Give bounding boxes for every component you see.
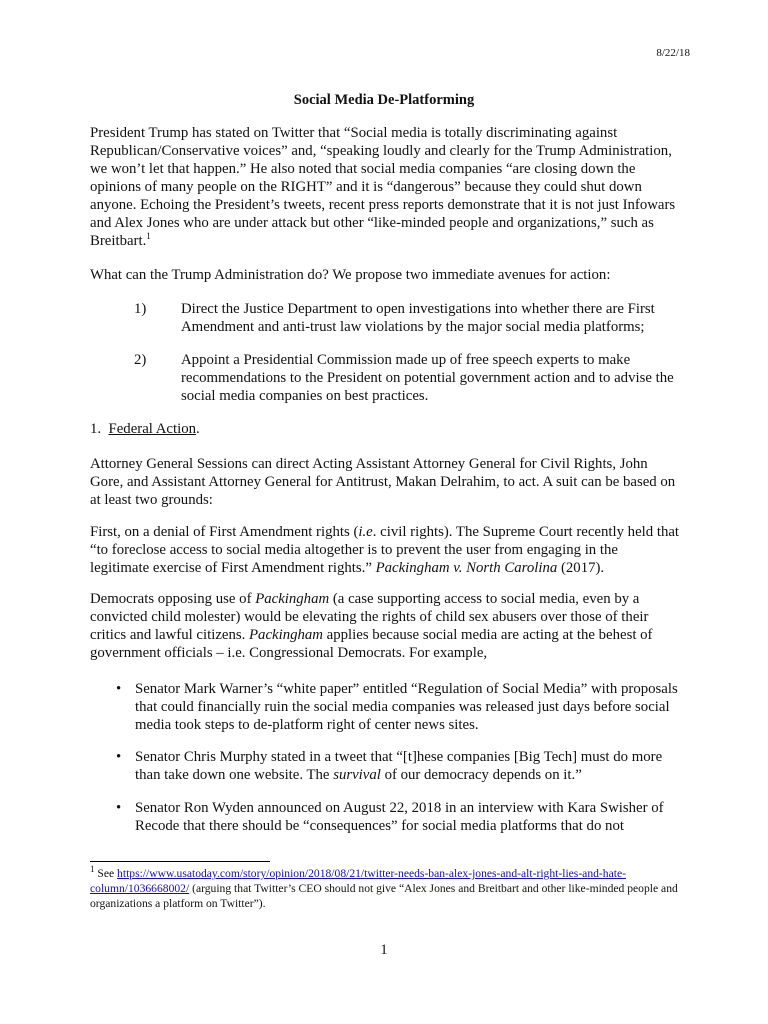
section-title: Federal Action xyxy=(108,421,197,437)
text-span: Democrats opposing use of xyxy=(90,591,256,607)
section-number: 1. xyxy=(90,421,109,437)
text-span: Senator Chris Murphy stated in a tweet that “[t]hese companies [Big Tech] must do more than take down one website. The xyxy=(135,749,663,783)
text-span: See xyxy=(94,867,118,880)
proposal-number: 2) xyxy=(134,352,147,368)
democrats-paragraph xyxy=(90,590,680,662)
document-title: Social Media De-Platforming xyxy=(293,92,475,108)
question-paragraph: What can the Trump Administration do? We propose two immediate avenues for action: xyxy=(90,267,611,283)
footnote-number: 1 xyxy=(90,864,95,875)
document-date: 8/22/18 xyxy=(656,47,690,59)
italic-survival: survival xyxy=(333,767,381,783)
bullet-warner: Senator Mark Warner’s “white paper” entitled “Regulation of Social Media” with proposals that could financially ruin the social media companies was released just days before social media took steps to de-platform right of center news sites. xyxy=(135,681,678,733)
intro-paragraph xyxy=(90,124,680,250)
proposal-text: Direct the Justice Department to open investigations into whether there are First Amendment and anti-trust law violations by the major social media platforms; xyxy=(181,301,655,335)
text-span: of our democracy depends on it.” xyxy=(380,767,582,783)
text-span: (2017). xyxy=(557,560,605,576)
section-title-end: . xyxy=(196,421,200,437)
text-span: . civil rights). The Supreme Court recently held that “to foreclose access to social media altogether is to prevent the user from engaging in the legitimate exercise of First Amendment rights.” xyxy=(90,524,680,576)
ie-italic: i.e xyxy=(358,524,373,540)
bullet-icon: • xyxy=(116,800,122,816)
footnote xyxy=(90,866,680,911)
footnote-divider xyxy=(90,861,270,862)
bullet-icon: • xyxy=(116,749,122,765)
footnote-link[interactable]: https://www.usatoday.com/story/opinion/2018/08/21/twitter-needs-ban-alex-jones-and-alt-right-lies-and-hate-column/1036668002/ xyxy=(90,867,626,895)
bullet-icon: • xyxy=(116,681,122,697)
case-citation: Packingham v. North Carolina xyxy=(375,560,558,576)
case-name: Packingham xyxy=(255,591,330,607)
first-amendment-paragraph xyxy=(90,523,680,577)
proposal-number: 1) xyxy=(134,301,147,317)
text-span: First, on a denial of First Amendment rights ( xyxy=(90,524,359,540)
text-span: (a case supporting access to social media, even by a convicted child molester) would be elevating the rights of child sex abusers over those of their critics and lawful citizens. xyxy=(90,591,649,643)
sessions-paragraph: Attorney General Sessions can direct Acting Assistant Attorney General for Civil Rights, John Gore, and Assistant Attorney General for Antitrust, Makan Delrahim, to act. A suit can be based on at least two grounds: xyxy=(90,456,676,508)
intro-text: President Trump has stated on Twitter that “Social media is totally discriminating against Republican/Conservative voices” and, “speaking loudly and clearly for the Trump Administration, we won’t let that happen.” He also noted that social media companies “are closing down the opinions of many people on the RIGHT” and it is “dangerous” because they could shut down anyone. Echoing the President’s tweets, recent press reports demonstrate that it is not just Infowars and Alex Jones who are under attack but other “like-minded people and organizations,” such as Breitbart. xyxy=(90,125,676,249)
text-span: (arguing that Twitter’s CEO should not give “Alex Jones and Breitbart and other like-minded people and organizations a platform on Twitter”). xyxy=(90,882,678,910)
text-span: applies because social media are acting at the behest of government officials – i.e. Congressional Democrats. For example, xyxy=(90,627,653,661)
proposal-text: Appoint a Presidential Commission made up of free speech experts to make recommendations to the President on potential government action and to advise the social media companies on best practices. xyxy=(181,352,674,404)
page-number: 1 xyxy=(380,942,388,958)
footnote-reference: 1 xyxy=(146,231,151,242)
section-heading xyxy=(90,421,200,438)
bullet-wyden: Senator Ron Wyden announced on August 22, 2018 in an interview with Kara Swisher of Recode that there should be “consequences” for social media platforms that do not xyxy=(135,800,664,834)
case-name: Packingham xyxy=(249,627,323,643)
bullet-murphy xyxy=(135,748,680,784)
